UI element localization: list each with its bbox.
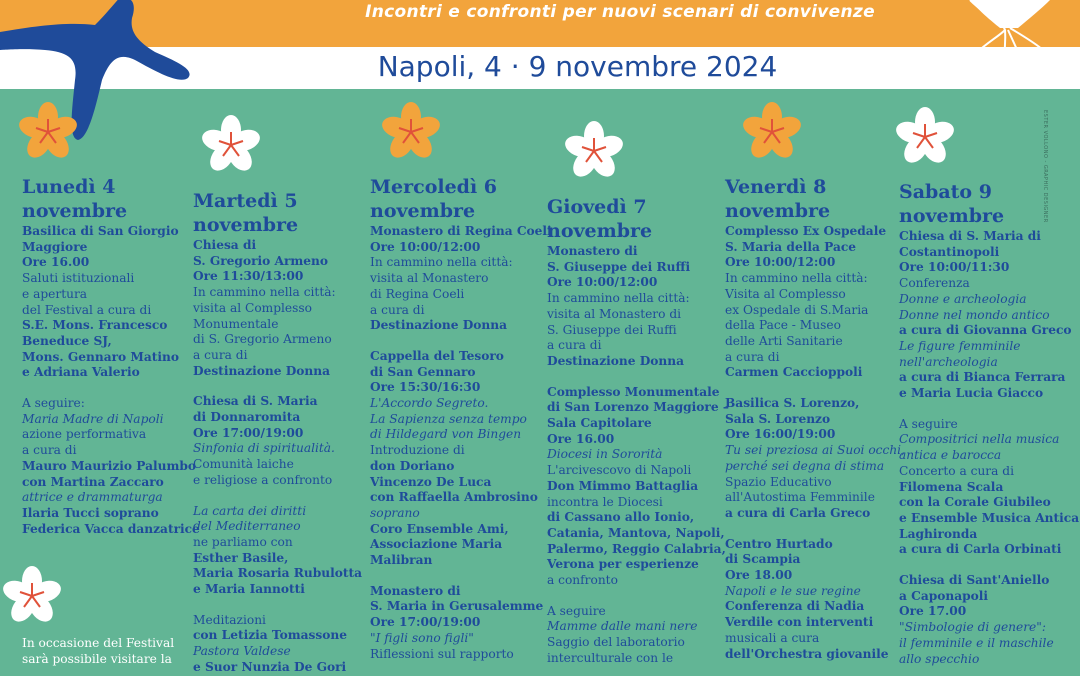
event-line: del Festival a cura di <box>22 302 152 317</box>
spacer <box>899 558 1074 573</box>
day-heading: novembre <box>193 214 299 236</box>
event-line: Associazione Maria <box>370 537 503 552</box>
event-line: Monastero di Regina Coeli <box>370 224 552 238</box>
event-line: a cura di <box>725 349 780 364</box>
event-line: A seguire <box>899 416 958 431</box>
event-line: di Scampia <box>725 552 801 567</box>
event-line: S. Giuseppe dei Ruffi <box>547 259 691 274</box>
event-line: Complesso Monumentale <box>547 384 720 399</box>
event-line: e apertura <box>22 286 88 301</box>
tree-roots-icon <box>950 0 1080 80</box>
spacer <box>725 381 895 396</box>
day-heading: novembre <box>547 220 653 242</box>
white-flower-icon <box>563 121 625 181</box>
event-line: interculturale con le <box>547 650 674 665</box>
event-line: In cammino nella città: <box>370 255 513 270</box>
event-line: con Raffaella Ambrosino <box>370 490 538 505</box>
event-line: perché sei degna di stima <box>725 458 885 473</box>
event-line: a cura di Carla Greco <box>725 505 871 520</box>
event-line: S. Gregorio Armeno <box>193 253 329 268</box>
event-line: nell'archeologia <box>899 354 998 369</box>
event-line: all'Autostima Femminile <box>725 490 875 505</box>
event-line: a cura di Carla Orbinati <box>899 542 1062 557</box>
event-line: delle Arti Sanitarie <box>725 333 843 348</box>
orange-flower-icon <box>380 102 442 162</box>
event-line: Visita al Complesso <box>725 286 846 301</box>
event-line: Mauro Maurizio Palumbo <box>22 458 197 473</box>
event-line: Sala Capitolare <box>547 416 652 431</box>
event-line: di Regina Coeli <box>370 286 465 301</box>
event-line: allo specchio <box>899 651 980 666</box>
spacer <box>193 379 363 394</box>
event-line: Destinazione Donna <box>370 318 508 333</box>
event-line: a cura di Bianca Ferrara <box>899 370 1066 385</box>
event-line: A seguire: <box>22 396 85 411</box>
day-heading: Lunedì 4 <box>22 176 116 198</box>
event-line: Cappella del Tesoro <box>370 348 504 363</box>
event-line: Mamme dalle mani nere <box>547 619 698 634</box>
event-line: Centro Hurtado <box>725 536 833 551</box>
event-line: azione performativa <box>22 427 147 442</box>
event-line: Comunità laiche <box>193 457 294 472</box>
event-line: Maggiore <box>22 239 88 254</box>
spacer <box>370 334 540 349</box>
event-line: Chiesa di <box>193 238 257 252</box>
event-line: Basilica S. Lorenzo, <box>725 396 860 411</box>
event-line: Monastero di <box>370 583 461 598</box>
event-line: ne parliamo con <box>193 534 293 549</box>
event-line: e Ensemble Musica Antica <box>899 510 1080 525</box>
event-line: La carta dei diritti <box>193 503 307 518</box>
event-line: ex Ospedale di S.Maria <box>725 302 869 317</box>
event-line: Maria Madre di Napoli <box>22 411 164 426</box>
event-line: di San Gennaro <box>370 364 476 379</box>
event-line: Monumentale <box>193 316 279 331</box>
event-line: Filomena Scala <box>899 479 1004 494</box>
event-line: Saggio del laboratorio <box>547 635 685 650</box>
spacer <box>547 589 717 604</box>
event-line: A seguire <box>547 603 606 618</box>
event-line: della Pace - Museo <box>725 318 841 333</box>
event-line: In cammino nella città: <box>193 285 336 300</box>
footer-note <box>22 636 174 667</box>
event-line: a cura di <box>370 302 425 317</box>
event-line: Laghironda <box>899 526 978 541</box>
event-line: a cura di <box>547 338 602 353</box>
event-line: Carmen Caccioppoli <box>725 365 863 380</box>
event-line: Conferenza <box>899 276 970 291</box>
white-flower-icon <box>1 566 63 626</box>
event-line: attrice e drammaturga <box>22 490 163 505</box>
day-heading: Sabato 9 <box>899 181 992 203</box>
event-line: Vincenzo De Luca <box>370 474 492 489</box>
program-day-saturday <box>899 181 1080 667</box>
event-line: Ore 17.00 <box>899 604 967 619</box>
event-line: di S. Gregorio Armeno <box>193 332 332 347</box>
event-line: Ilaria Tucci soprano <box>22 505 159 520</box>
event-line: Ore 10:00/12:00 <box>547 275 658 290</box>
event-line: Ore 10:00/12:00 <box>725 255 836 270</box>
event-line: antica e barocca <box>899 448 1002 463</box>
event-line: Verona per esperienze <box>547 557 699 572</box>
event-line: Ore 10:00/11:30 <box>899 260 1010 275</box>
event-line: Conferenza di Nadia <box>725 599 865 614</box>
event-line: con la Corale Giubileo <box>899 495 1051 510</box>
spacer <box>899 402 1074 417</box>
event-line: Ore 15:30/16:30 <box>370 380 481 395</box>
event-line: S. Maria in Gerusalemme <box>370 599 544 614</box>
orange-flower-icon <box>17 102 79 162</box>
event-line: Spazio Educativo <box>725 474 832 489</box>
day-heading: novembre <box>370 200 476 222</box>
footer-note-line: sarà possibile visitare la <box>22 651 172 666</box>
event-line: In cammino nella città: <box>547 291 690 306</box>
event-line: Ore 17:00/19:00 <box>193 425 304 440</box>
festival-dates: Napoli, 4 · 9 novembre 2024 <box>377 50 778 83</box>
event-line: Tu sei preziosa ai Suoi occhi, <box>725 443 905 458</box>
event-line: Riflessioni sul rapporto <box>370 646 514 661</box>
event-line: Saluti istituzionali <box>22 271 135 286</box>
orange-flower-icon <box>741 102 803 162</box>
event-line: Ore 16:00/19:00 <box>725 427 836 442</box>
event-line: a cura di Giovanna Greco <box>899 323 1072 338</box>
day-heading: Martedì 5 <box>193 190 298 212</box>
footer-note-line: In occasione del Festival <box>22 636 175 650</box>
event-line: Napoli e le sue regine <box>725 583 861 598</box>
program-day-wednesday <box>370 176 552 662</box>
event-line: Costantinopoli <box>899 244 1000 259</box>
event-line: Complesso Ex Ospedale <box>725 224 887 238</box>
festival-subtitle: Incontri e confronti per nuovi scenari di convivenze <box>365 2 875 22</box>
event-line: Ore 17:00/19:00 <box>370 615 481 630</box>
spacer <box>370 569 540 584</box>
event-line: Meditazioni <box>193 612 266 627</box>
event-line: soprano <box>370 505 420 520</box>
event-line: Sinfonia di spiritualità. <box>193 441 335 456</box>
event-line: con Martina Zaccaro <box>22 474 164 489</box>
event-line: del Mediterraneo <box>193 519 301 534</box>
event-line: Don Mimmo Battaglia <box>547 478 699 493</box>
event-line: S. Giuseppe dei Ruffi <box>547 322 677 337</box>
event-line: Malibran <box>370 553 433 568</box>
event-line: L'Accordo Segreto. <box>370 396 489 411</box>
event-line: Donne e archeologia <box>899 291 1027 306</box>
event-line: visita al Monastero di <box>547 306 682 321</box>
event-line: "Simbologie di genere": <box>899 620 1046 635</box>
event-line: Diocesi in Sororità <box>547 447 663 462</box>
spacer <box>725 522 895 537</box>
white-flower-icon <box>894 107 956 167</box>
event-line: e Maria Lucia Giacco <box>899 386 1044 401</box>
event-line: Compositrici nella musica <box>899 432 1060 447</box>
event-line: Ore 16.00 <box>547 431 615 446</box>
event-line: Sala S. Lorenzo <box>725 411 831 426</box>
program-day-monday <box>22 176 200 537</box>
event-line: Destinazione Donna <box>193 363 331 378</box>
white-flower-icon <box>200 115 262 175</box>
event-line: il femminile e il maschile <box>899 635 1054 650</box>
day-heading: Venerdì 8 <box>725 176 827 198</box>
event-line: Federica Vacca danzatrice <box>22 521 200 536</box>
event-line: In cammino nella città: <box>725 271 868 286</box>
event-line: di San Lorenzo Maggiore – <box>547 400 729 415</box>
event-line: e Suor Nunzia De Gori <box>193 659 347 674</box>
event-line: e Adriana Valerio <box>22 365 140 380</box>
event-line: musicali a cura <box>725 630 820 645</box>
event-line: e religiose a confronto <box>193 472 333 487</box>
event-line: L'arcivescovo di Napoli <box>547 463 692 478</box>
event-line: Monastero di <box>547 244 638 258</box>
spacer <box>193 598 363 613</box>
event-line: Mons. Gennaro Matino <box>22 349 180 364</box>
event-line: Introduzione di <box>370 443 465 458</box>
day-heading: Giovedì 7 <box>547 196 647 218</box>
event-line: Basilica di San Giorgio <box>22 224 179 238</box>
day-heading: novembre <box>22 200 128 222</box>
day-heading: novembre <box>899 205 1005 227</box>
event-line: Maria Rosaria Rubulotta <box>193 566 363 581</box>
event-line: Catania, Mantova, Napoli, <box>547 525 725 540</box>
event-line: dell'Orchestra giovanile <box>725 646 889 661</box>
event-line: Beneduce SJ, <box>22 333 112 348</box>
event-line: Chiesa di Sant'Aniello <box>899 573 1050 588</box>
designer-credit: ESTER VOLLONO - GRAPHIC DESIGNER <box>1042 110 1048 223</box>
spacer <box>193 489 363 504</box>
event-line: visita al Complesso <box>193 300 312 315</box>
event-line: a confronto <box>547 573 618 588</box>
event-line: a Caponapoli <box>899 588 989 603</box>
event-line: Donne nel mondo antico <box>899 307 1050 322</box>
event-line: La Sapienza senza tempo <box>370 411 527 426</box>
event-line: Ore 16.00 <box>22 255 90 270</box>
event-line: a cura di <box>22 443 77 458</box>
event-line: Coro Ensemble Ami, <box>370 521 509 536</box>
event-line: S. Maria della Pace <box>725 239 857 254</box>
event-line: Palermo, Reggio Calabria, <box>547 541 726 556</box>
day-heading: novembre <box>725 200 831 222</box>
program-day-tuesday <box>193 190 363 676</box>
event-line: visita al Monastero <box>370 271 489 286</box>
event-line: Destinazione Donna <box>547 353 685 368</box>
event-line: con Letizia Tomassone <box>193 628 347 643</box>
event-line: Chiesa di S. Maria di <box>899 229 1041 243</box>
event-line: Esther Basile, <box>193 550 289 565</box>
event-line: Ore 10:00/12:00 <box>370 239 481 254</box>
event-line: Pastora Valdese <box>193 644 291 659</box>
event-line: di Donnaromita <box>193 410 301 425</box>
event-line: a cura di <box>193 347 248 362</box>
event-line: Le figure femminile <box>899 338 1021 353</box>
event-line: Concerto a cura di <box>899 463 1014 478</box>
event-line: di Hildegard von Bingen <box>370 427 522 442</box>
event-line: Ore 11:30/13:00 <box>193 269 304 284</box>
program-day-friday <box>725 176 905 662</box>
event-line: Chiesa di S. Maria <box>193 394 318 409</box>
spacer <box>547 370 717 385</box>
event-line: Ore 18.00 <box>725 568 793 583</box>
event-line: S.E. Mons. Francesco <box>22 318 168 333</box>
event-line: di Cassano allo Ionio, <box>547 510 695 525</box>
event-line: Verdile con interventi <box>725 615 874 630</box>
event-line: incontra le Diocesi <box>547 494 663 509</box>
day-heading: Mercoledì 6 <box>370 176 498 198</box>
event-line: e Maria Iannotti <box>193 582 305 597</box>
event-line: "I figli sono figli" <box>370 630 474 645</box>
spacer <box>22 381 192 396</box>
program-day-thursday <box>547 196 729 667</box>
event-line: don Doriano <box>370 458 455 473</box>
